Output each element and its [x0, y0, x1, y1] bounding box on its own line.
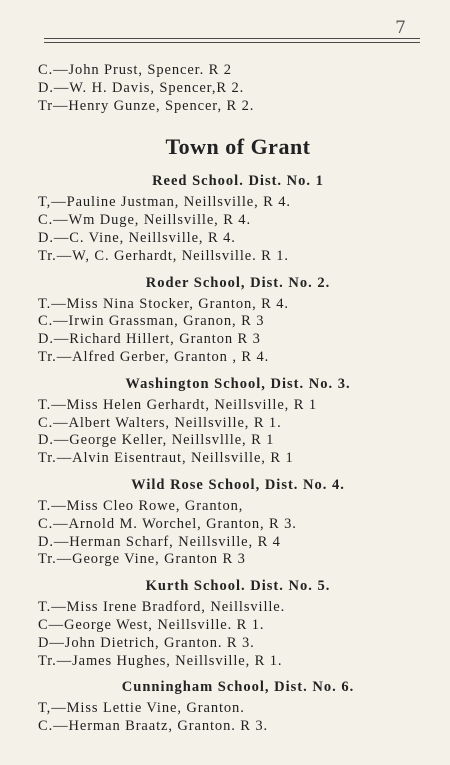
text-line: C.—Albert Walters, Neillsville, R 1. — [38, 414, 282, 431]
page-number: 7 — [395, 18, 406, 38]
text-line: T.—Miss Nina Stocker, Granton, R 4. — [38, 295, 289, 312]
text-line: D.—W. H. Davis, Spencer,R 2. — [38, 79, 245, 96]
bottom-rule — [44, 42, 420, 43]
text-line: C.—Wm Duge, Neillsville, R 4. — [38, 212, 251, 229]
text-line: D.—C. Vine, Neillsville, R 4. — [38, 229, 236, 246]
text-line: Tr—Henry Gunze, Spencer, R 2. — [38, 97, 255, 114]
text-line: Tr.—W, C. Gerhardt, Neillsville. R 1. — [38, 247, 289, 264]
school-title: Cunningham School, Dist. No. 6. — [121, 679, 355, 696]
school-section — [38, 577, 438, 670]
school-title: Reed School. Dist. No. 1 — [152, 173, 324, 190]
intro-section — [38, 62, 438, 115]
text-line: D—John Dietrich, Granton. R 3. — [38, 634, 255, 651]
text-line: C.—John Prust, Spencer. R 2 — [38, 62, 232, 78]
document-content — [38, 62, 438, 744]
school-section — [38, 172, 438, 265]
text-line: T.—Miss Helen Gerhardt, Neillsville, R 1 — [38, 396, 317, 413]
top-rule — [44, 38, 420, 39]
text-line: C.—Irwin Grassman, Granon, R 3 — [38, 313, 265, 330]
school-title: Wild Rose School, Dist. No. 4. — [131, 476, 345, 493]
school-section — [38, 375, 438, 468]
school-title: Roder School, Dist. No. 2. — [145, 274, 331, 291]
school-section — [38, 476, 438, 569]
text-line: D.—George Keller, Neillsvllle, R 1 — [38, 432, 275, 449]
school-title: Washington School, Dist. No. 3. — [125, 375, 351, 392]
town-heading: Town of Grant — [165, 134, 311, 160]
text-line: C—George West, Neillsville. R 1. — [38, 616, 265, 633]
text-line: C.—Herman Braatz, Granton. R 3. — [38, 718, 269, 735]
text-line: Tr.—George Vine, Granton R 3 — [38, 551, 246, 568]
text-line: T,—Pauline Justman, Neillsville, R 4. — [38, 194, 291, 211]
text-line: T.—Miss Irene Bradford, Neillsville. — [38, 599, 286, 616]
text-line: T.—Miss Cleo Rowe, Granton, — [38, 497, 244, 514]
school-title: Kurth School. Dist. No. 5. — [145, 578, 331, 595]
text-line: Tr.—James Hughes, Neillsville, R 1. — [38, 652, 283, 669]
text-line: C.—Arnold M. Worchel, Granton, R 3. — [38, 515, 297, 532]
text-line: D.—Herman Scharf, Neillsville, R 4 — [38, 533, 281, 550]
school-section — [38, 274, 438, 367]
text-line: T,—Miss Lettie Vine, Granton. — [38, 700, 245, 717]
school-section — [38, 678, 438, 736]
text-line: Tr.—Alvin Eisentraut, Neillsville, R 1 — [38, 450, 294, 467]
text-line: Tr.—Alfred Gerber, Granton , R 4. — [38, 348, 270, 365]
text-line: D.—Richard Hillert, Granton R 3 — [38, 331, 261, 348]
